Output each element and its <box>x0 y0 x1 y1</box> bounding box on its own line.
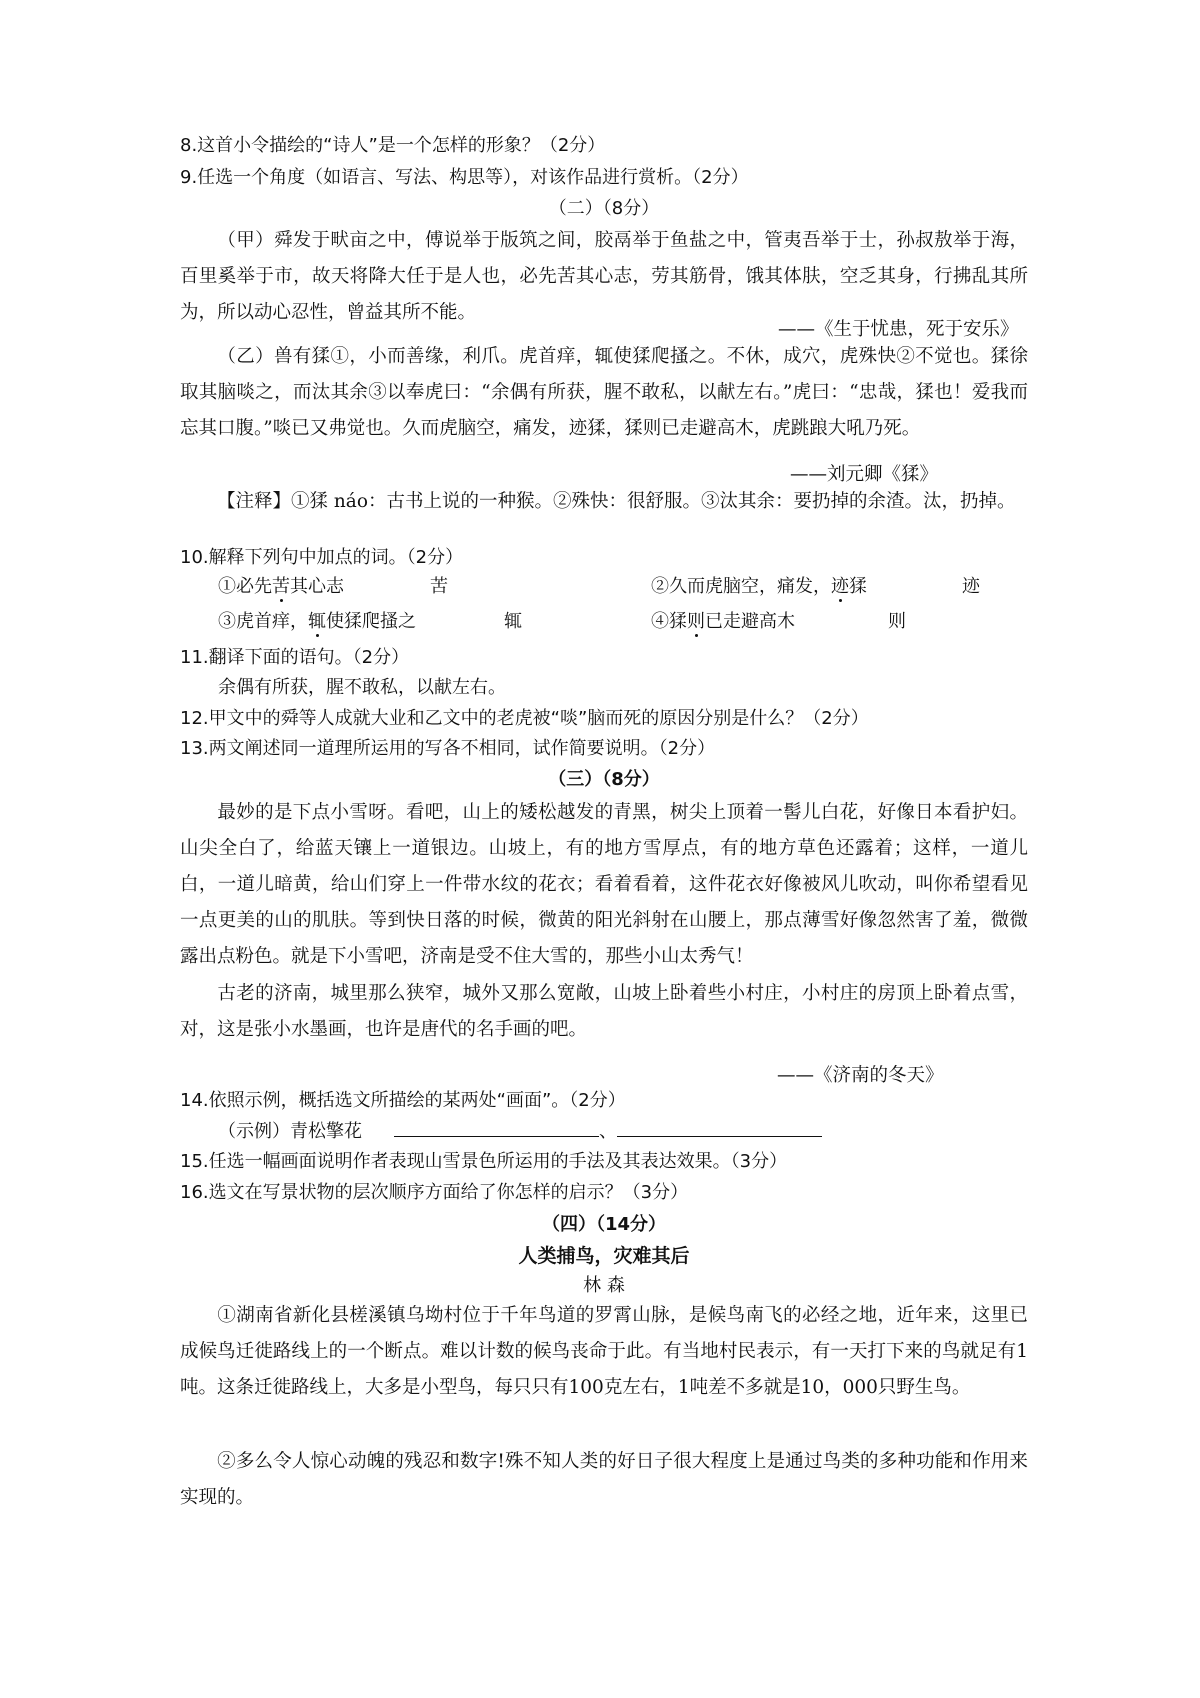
dotted-word: 辄 <box>308 611 326 632</box>
q10-item-2: ②久而虎脑空，痛发，迹猱 <box>651 576 867 597</box>
question-14: 14.依照示例，概括选文所描绘的某两处“画面”。（2分） <box>180 1090 626 1111</box>
q10-word-3: 辄 <box>504 611 522 632</box>
dotted-word: 苦 <box>272 576 290 597</box>
question-13: 13.两文阐述同一道理所运用的写各不相同，试作简要说明。（2分） <box>180 738 716 759</box>
question-15: 15.任选一幅画面说明作者表现山雪景色所运用的手法及其表达效果。（3分） <box>180 1151 788 1172</box>
section-3-heading: （三）（8分） <box>548 769 660 790</box>
question-8: 8.这首小令描绘的“诗人”是一个怎样的形象？（2分） <box>180 135 606 156</box>
annotation-notes <box>180 484 1028 520</box>
article-para-1 <box>180 1298 1028 1406</box>
section-4-heading: （四）（14分） <box>541 1214 667 1235</box>
answer-blank-1[interactable] <box>394 1118 599 1137</box>
dotted-word: 迹 <box>831 576 849 597</box>
q10-item-1: ①必先苦其心志 <box>218 576 344 597</box>
question-11: 11.翻译下面的语句。（2分） <box>180 647 410 668</box>
q10-item-3: ③虎首痒，辄使猱爬搔之 <box>218 611 416 632</box>
article-para-1-text: ①湖南省新化县槎溪镇乌坳村位于千年鸟道的罗霄山脉，是候鸟南飞的必经之地，近年来，这里已成候鸟迁徙路线上的一个断点。难以计数的候鸟丧命于此。有当地村民表示，有一天打下来的鸟就足有1吨。这条迁徙路线上，大多是小型鸟，每只只有100克左右，1吨差不多就是10，000只野生鸟。 <box>180 1305 1028 1398</box>
article-para-2 <box>180 1444 1028 1516</box>
q10-item-4: ④猱则已走避高木 <box>651 611 795 632</box>
question-10: 10.解释下列句中加点的词。（2分） <box>180 547 464 568</box>
article-title: 人类捕鸟，灾难其后 <box>518 1245 690 1267</box>
q10-word-4: 则 <box>888 611 906 632</box>
passage-yi-source: ——刘元卿《猱》 <box>790 464 939 485</box>
section-2-heading: （二）（8分） <box>548 198 660 219</box>
q10-word-2: 迹 <box>962 576 980 597</box>
passage-3-para-2 <box>180 976 1028 1048</box>
question-16: 16.选文在写景状物的层次顺序方面给了你怎样的启示？（3分） <box>180 1182 689 1203</box>
passage-jia-source: ——《生于忧患，死于安乐》 <box>778 319 1019 340</box>
passage-yi <box>180 339 1028 447</box>
question-14-answer-line: （示例）青松擎花 、 <box>218 1118 822 1145</box>
passage-3-para-2-text: 古老的济南，城里那么狭窄，城外又那么宽敞，山坡上卧着些小村庄，小村庄的房顶上卧着点雪，对，这是张小水墨画，也许是唐代的名手画的吧。 <box>180 983 1028 1040</box>
article-para-2-text: ②多么令人惊心动魄的残忍和数字!殊不知人类的好日子很大程度上是通过鸟类的多种功能和作用来实现的。 <box>180 1451 1028 1508</box>
passage-3-source: ——《济南的冬天》 <box>777 1065 944 1086</box>
article-author: 林 森 <box>583 1275 625 1296</box>
passage-jia-text: （甲）舜发于畎亩之中，傅说举于版筑之间，胶鬲举于鱼盐之中，管夷吾举于士，孙叔敖举于海，百里奚举于市，故天将降大任于是人也，必先苦其心志，劳其筋骨，饿其体肤，空乏其身，行拂乱其所为，所以动心忍性，曾益其所不能。 <box>180 230 1028 323</box>
answer-blank-2[interactable] <box>617 1118 822 1137</box>
annotation-notes-text: 【注释】①猱 náo：古书上说的一种猴。②殊快：很舒服。③汰其余：要扔掉的余渣。汰，扔掉。 <box>217 491 1016 512</box>
question-12: 12.甲文中的舜等人成就大业和乙文中的老虎被“啖”脑而死的原因分别是什么？（2分） <box>180 708 869 729</box>
q14-example: （示例）青松擎花 <box>218 1121 362 1142</box>
question-11-sentence: 余偶有所获，腥不敢私，以献左右。 <box>218 677 506 698</box>
passage-3-para-1-text: 最妙的是下点小雪呀。看吧，山上的矮松越发的青黑，树尖上顶着一髻儿白花，好像日本看护妇。山尖全白了，给蓝天镶上一道银边。山坡上，有的地方雪厚点，有的地方草色还露着；这样，一道儿白，一道儿暗黄，给山们穿上一件带水纹的花衣；看着看着，这件花衣好像被风儿吹动，叫你希望看见一点更美的山的肌肤。等到快日落的时候，微黄的阳光斜射在山腰上，那点薄雪好像忽然害了羞，微微露出点粉色。就是下小雪吧，济南是受不住大雪的，那些小山太秀气！ <box>180 802 1028 967</box>
q10-word-1: 苦 <box>430 576 448 597</box>
passage-yi-text: （乙）兽有猱①，小而善缘，利爪。虎首痒，辄使猱爬搔之。不休，成穴，虎殊快②不觉也。猱徐取其脑啖之，而汰其余③以奉虎曰：“余偶有所获，腥不敢私，以献左右。”虎曰：“忠哉，猱也！爱我而忘其口腹。”啖已又弗觉也。久而虎脑空，痛发，迹猱，猱则已走避高木，虎跳踉大吼乃死。 <box>180 346 1028 439</box>
dotted-word: 则 <box>687 611 705 632</box>
question-9: 9.任选一个角度（如语言、写法、构思等），对该作品进行赏析。（2分） <box>180 167 749 188</box>
passage-3-para-1 <box>180 795 1028 975</box>
